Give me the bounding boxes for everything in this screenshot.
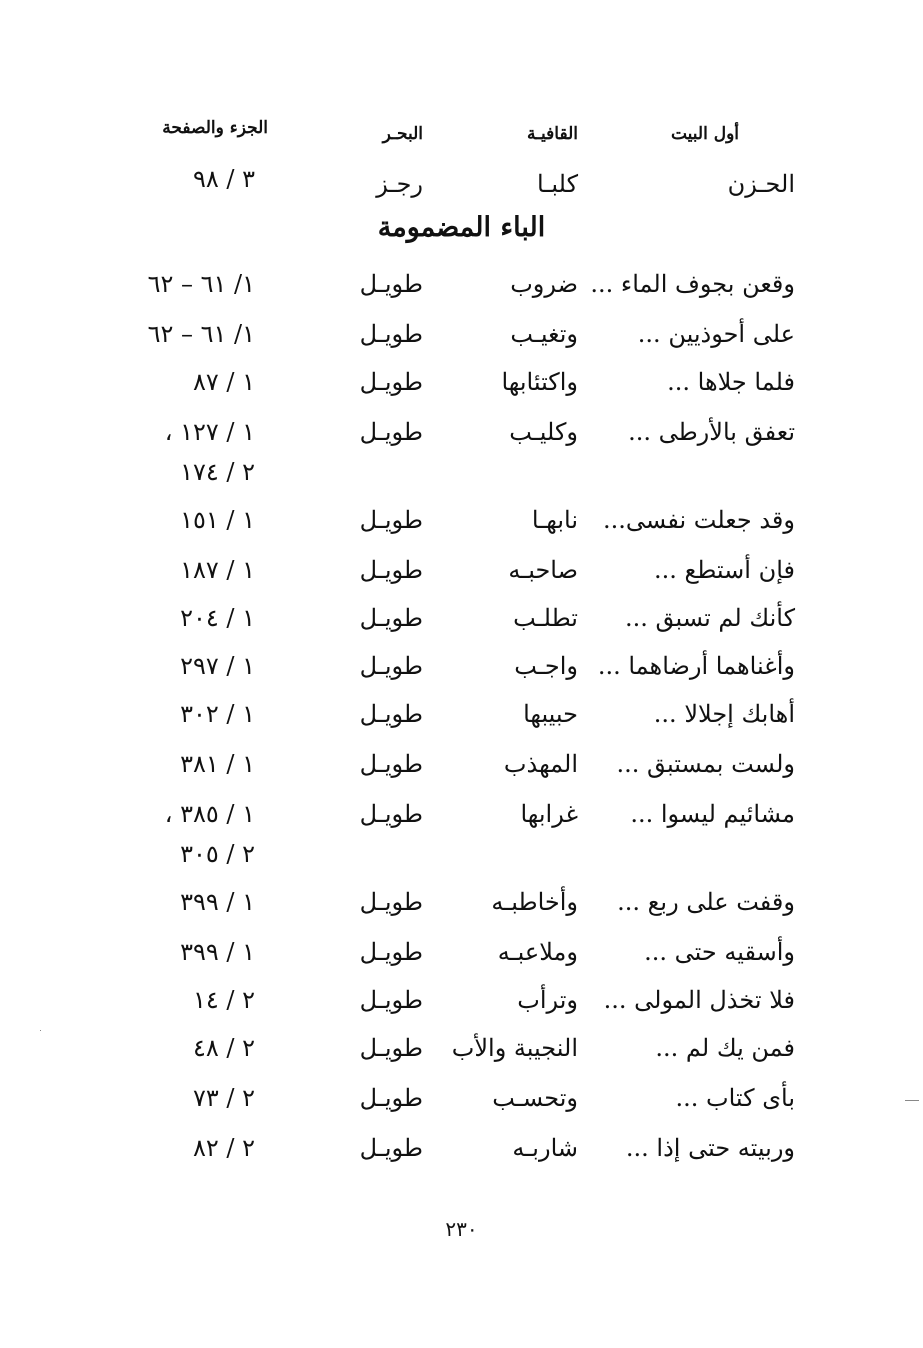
- row-rhyme: شاربـه: [512, 1134, 578, 1162]
- row-meter: طويـل: [359, 750, 423, 778]
- row-rhyme: وكليـب: [509, 418, 578, 446]
- row-first-line: تعفق بالأرطى ...: [628, 418, 795, 446]
- row-rhyme: وملاعبـه: [497, 938, 578, 966]
- header-ref: الجزء والصفحة: [162, 118, 268, 138]
- row-ref: ٢ / ٨٢: [192, 1134, 255, 1162]
- scan-mark: [905, 1100, 919, 1101]
- row-meter: طويـل: [359, 1084, 423, 1112]
- row-meter: طويـل: [359, 368, 423, 396]
- row-rhyme: النجيبة والأب: [451, 1034, 578, 1062]
- row-rhyme: صاحبـه: [508, 556, 578, 584]
- row-ref: ١ / ٢٩٧: [180, 652, 255, 680]
- scan-mark: [40, 1030, 41, 1031]
- row-meter: طويـل: [359, 604, 423, 632]
- header-meter: البحـر: [382, 124, 423, 144]
- row-rhyme: وأخاطبـه: [491, 888, 578, 916]
- row-first-line: فمن يك لم ...: [655, 1034, 795, 1062]
- row-meter: طويـل: [359, 938, 423, 966]
- row-ref: ١/ ٦١ – ٦٢: [147, 320, 255, 348]
- row-first-line: بأى كتاب ...: [675, 1084, 795, 1112]
- row-ref: ١ / ٣٩٩: [180, 938, 255, 966]
- row-meter: طويـل: [359, 888, 423, 916]
- row-first-line: وقد جعلت نفسى...: [603, 506, 795, 534]
- row-first-line: كأنك لم تسبق ...: [624, 604, 795, 632]
- row-meter: طويـل: [359, 800, 423, 828]
- row-ref: ١ / ٣٩٩: [180, 888, 255, 916]
- row-ref: ١ / ١٥١: [180, 506, 255, 534]
- page-number: ٢٣٠: [445, 1217, 478, 1241]
- row-first-line: على أحوذيين ...: [637, 320, 795, 348]
- row-rhyme: ضروب: [510, 270, 578, 298]
- row-ref: ١ / ٣٨١: [180, 750, 255, 778]
- row-ref: ٢ / ٤٨: [192, 1034, 255, 1062]
- row-first-line: وقفت على ربع ...: [617, 888, 795, 916]
- row-rhyme: تطلـب: [513, 604, 578, 632]
- row-first-line: فلا تخذل المولى ...: [603, 986, 795, 1014]
- header-rhyme: القافيـة: [526, 124, 578, 144]
- row-meter: طويـل: [359, 320, 423, 348]
- top-row-rhyme: كلبـا: [537, 170, 578, 198]
- row-ref: ١ / ١٨٧: [180, 556, 255, 584]
- row-first-line: وقعن بجوف الماء ...: [590, 270, 795, 298]
- row-rhyme: وتحسـب: [492, 1084, 578, 1112]
- section-title: الباء المضمومة: [377, 212, 546, 243]
- row-rhyme: واكتئابها: [501, 368, 578, 396]
- row-first-line: أهابك إجلالا ...: [653, 700, 795, 728]
- row-meter: طويـل: [359, 986, 423, 1014]
- row-ref-continued: ٢ / ١٧٤: [180, 458, 255, 486]
- row-first-line: فإن أستطع ...: [653, 556, 795, 584]
- row-ref: ١ / ٢٠٤: [180, 604, 255, 632]
- top-row-meter: رجـز: [376, 170, 423, 198]
- row-first-line: وأغناهما أرضاهما ...: [597, 652, 795, 680]
- row-meter: طويـل: [359, 652, 423, 680]
- row-ref: ١ / ١٢٧ ،: [164, 418, 255, 446]
- row-rhyme: حبيبها: [523, 700, 578, 728]
- row-ref: ٢ / ١٤: [192, 986, 255, 1014]
- row-ref-continued: ٢ / ٣٠٥: [180, 840, 255, 868]
- row-ref: ١ / ٣٨٥ ،: [164, 800, 255, 828]
- row-meter: طويـل: [359, 270, 423, 298]
- row-first-line: وأسقيه حتى ...: [644, 938, 795, 966]
- row-ref: ١ / ٣٠٢: [180, 700, 255, 728]
- row-first-line: مشائيم ليسوا ...: [630, 800, 795, 828]
- header-first-line: أول البيت: [670, 124, 739, 144]
- row-rhyme: وترأب: [517, 986, 578, 1014]
- top-row-ref: ٣ / ٩٨: [192, 165, 255, 193]
- row-rhyme: نابهـا: [531, 506, 578, 534]
- row-first-line: وربيته حتى إذا ...: [625, 1134, 795, 1162]
- row-meter: طويـل: [359, 1034, 423, 1062]
- row-meter: طويـل: [359, 1134, 423, 1162]
- row-meter: طويـل: [359, 700, 423, 728]
- row-meter: طويـل: [359, 556, 423, 584]
- row-ref: ١ / ٨٧: [192, 368, 255, 396]
- row-rhyme: المهذب: [503, 750, 578, 778]
- row-ref: ٢ / ٧٣: [192, 1084, 255, 1112]
- row-rhyme: واجـب: [514, 652, 578, 680]
- row-meter: طويـل: [359, 506, 423, 534]
- row-rhyme: وتغيـب: [510, 320, 578, 348]
- top-row-first-line: الحـزن: [727, 170, 795, 198]
- row-ref: ١/ ٦١ – ٦٢: [147, 270, 255, 298]
- row-first-line: فلما جلاها ...: [667, 368, 795, 396]
- row-first-line: ولست بمستبق ...: [616, 750, 795, 778]
- row-meter: طويـل: [359, 418, 423, 446]
- row-rhyme: غرابها: [520, 800, 578, 828]
